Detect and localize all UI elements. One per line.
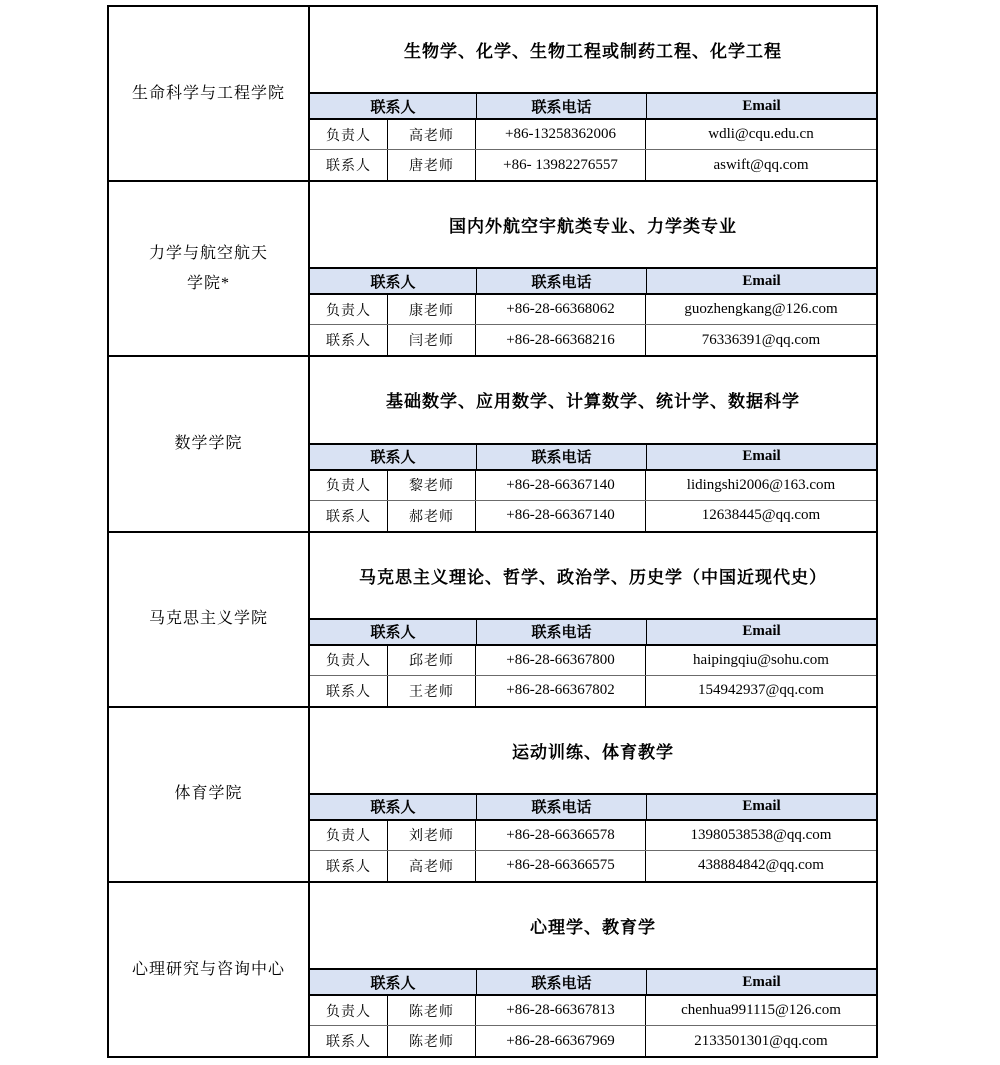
header-email: Email (742, 798, 781, 815)
email-address: chenhua991115@126.com (681, 1002, 841, 1019)
teacher-name: 郝老师 (388, 501, 476, 531)
contact-row (310, 676, 876, 706)
email-address: 154942937@qq.com (698, 682, 824, 699)
contact-table-header (310, 267, 876, 295)
header-contact-person: 联系人 (310, 970, 477, 994)
college-name-line1: 数学学院 (174, 435, 243, 453)
college-details (310, 533, 876, 706)
college-details (310, 708, 876, 881)
college-name-cell (109, 7, 310, 180)
contact-row (310, 471, 876, 501)
college-details (310, 357, 876, 530)
phone-number: +86-28-66368216 (476, 325, 646, 355)
phone-number: +86-28-66367800 (476, 646, 646, 675)
contact-row (310, 851, 876, 881)
phone-number: +86-13258362006 (476, 120, 646, 149)
college-name-cell (109, 708, 310, 881)
phone-number: +86-28-66368062 (476, 295, 646, 324)
college-name-line1: 体育学院 (174, 785, 243, 803)
college-name-line2: 学院* (186, 274, 230, 292)
college-section (109, 881, 876, 1056)
header-phone: 联系电话 (477, 620, 647, 644)
teacher-name: 康老师 (388, 295, 476, 324)
contact-row (310, 646, 876, 676)
college-section (109, 180, 876, 355)
college-section (109, 706, 876, 881)
contact-row (310, 501, 876, 531)
header-phone: 联系电话 (477, 445, 647, 469)
teacher-name: 王老师 (388, 676, 476, 706)
row-label: 联系人 (310, 501, 388, 531)
majors-header: 生物学、化学、生物工程或制药工程、化学工程 (404, 42, 782, 62)
row-label: 负责人 (310, 295, 388, 324)
header-phone: 联系电话 (477, 269, 647, 293)
header-email: Email (742, 623, 781, 640)
college-name-cell (109, 883, 310, 1056)
contact-row (310, 1026, 876, 1056)
teacher-name: 陈老师 (388, 1026, 476, 1056)
majors-header: 国内外航空宇航类专业、力学类专业 (449, 217, 737, 237)
teacher-name: 黎老师 (388, 471, 476, 500)
email-address: lidingshi2006@163.com (686, 476, 836, 493)
majors-header: 心理学、教育学 (530, 917, 656, 937)
college-name-cell (109, 533, 310, 706)
contact-row (310, 150, 876, 180)
header-contact-person: 联系人 (310, 269, 477, 293)
teacher-name: 闫老师 (388, 325, 476, 355)
row-label: 负责人 (310, 120, 388, 149)
teacher-name: 刘老师 (388, 821, 476, 850)
phone-number: +86-28-66366575 (476, 851, 646, 881)
majors-header: 马克思主义理论、哲学、政治学、历史学（中国近现代史） (359, 567, 827, 587)
contact-table-header (310, 443, 876, 471)
email-address: 13980538538@qq.com (690, 826, 832, 843)
contact-table-header (310, 618, 876, 646)
phone-number: +86-28-66367802 (476, 676, 646, 706)
teacher-name: 邱老师 (388, 646, 476, 675)
contact-row (310, 120, 876, 150)
contact-row (310, 821, 876, 851)
college-name-line1: 力学与航空航天 (148, 245, 268, 263)
college-section (109, 355, 876, 530)
college-name-line1: 心理研究与咨询中心 (131, 960, 285, 978)
college-details (310, 182, 876, 355)
college-name-cell (109, 182, 310, 355)
header-email: Email (742, 97, 781, 114)
header-phone: 联系电话 (477, 94, 647, 118)
row-label: 联系人 (310, 150, 388, 180)
row-label: 负责人 (310, 821, 388, 850)
row-label: 联系人 (310, 325, 388, 355)
phone-number: +86-28-66366578 (476, 821, 646, 850)
header-phone: 联系电话 (477, 970, 647, 994)
header-email: Email (742, 448, 781, 465)
college-name-cell (109, 357, 310, 530)
college-section (109, 7, 876, 180)
contact-row (310, 295, 876, 325)
email-address: aswift@qq.com (713, 156, 809, 173)
college-details (310, 7, 876, 180)
college-details (310, 883, 876, 1056)
row-label: 联系人 (310, 1026, 388, 1056)
phone-number: +86-28-66367969 (476, 1026, 646, 1056)
contact-row (310, 996, 876, 1026)
header-contact-person: 联系人 (310, 94, 477, 118)
row-label: 联系人 (310, 676, 388, 706)
phone-number: +86-28-66367813 (476, 996, 646, 1025)
phone-number: +86- 13982276557 (476, 150, 646, 180)
phone-number: +86-28-66367140 (476, 471, 646, 500)
header-email: Email (742, 973, 781, 990)
header-email: Email (742, 272, 781, 289)
college-name-line1: 生命科学与工程学院 (131, 84, 285, 102)
email-address: wdli@cqu.edu.cn (708, 126, 814, 143)
row-label: 负责人 (310, 646, 388, 675)
contact-table-header (310, 92, 876, 120)
contact-table-header (310, 968, 876, 996)
contacts-table (107, 5, 878, 1058)
email-address: 12638445@qq.com (701, 507, 821, 524)
phone-number: +86-28-66367140 (476, 501, 646, 531)
header-contact-person: 联系人 (310, 795, 477, 819)
teacher-name: 陈老师 (388, 996, 476, 1025)
contact-table-header (310, 793, 876, 821)
email-address: guozhengkang@126.com (684, 301, 838, 318)
email-address: 438884842@qq.com (698, 857, 824, 874)
header-phone: 联系电话 (477, 795, 647, 819)
college-name-line1: 马克思主义学院 (148, 610, 268, 628)
row-label: 联系人 (310, 851, 388, 881)
email-address: 2133501301@qq.com (694, 1032, 828, 1049)
row-label: 负责人 (310, 471, 388, 500)
email-address: 76336391@qq.com (701, 331, 821, 348)
row-label: 负责人 (310, 996, 388, 1025)
college-section (109, 531, 876, 706)
teacher-name: 高老师 (388, 120, 476, 149)
contact-row (310, 325, 876, 355)
teacher-name: 高老师 (388, 851, 476, 881)
header-contact-person: 联系人 (310, 445, 477, 469)
majors-header: 运动训练、体育教学 (512, 742, 674, 762)
header-contact-person: 联系人 (310, 620, 477, 644)
majors-header: 基础数学、应用数学、计算数学、统计学、数据科学 (386, 392, 800, 412)
teacher-name: 唐老师 (388, 150, 476, 180)
email-address: haipingqiu@sohu.com (693, 651, 829, 668)
